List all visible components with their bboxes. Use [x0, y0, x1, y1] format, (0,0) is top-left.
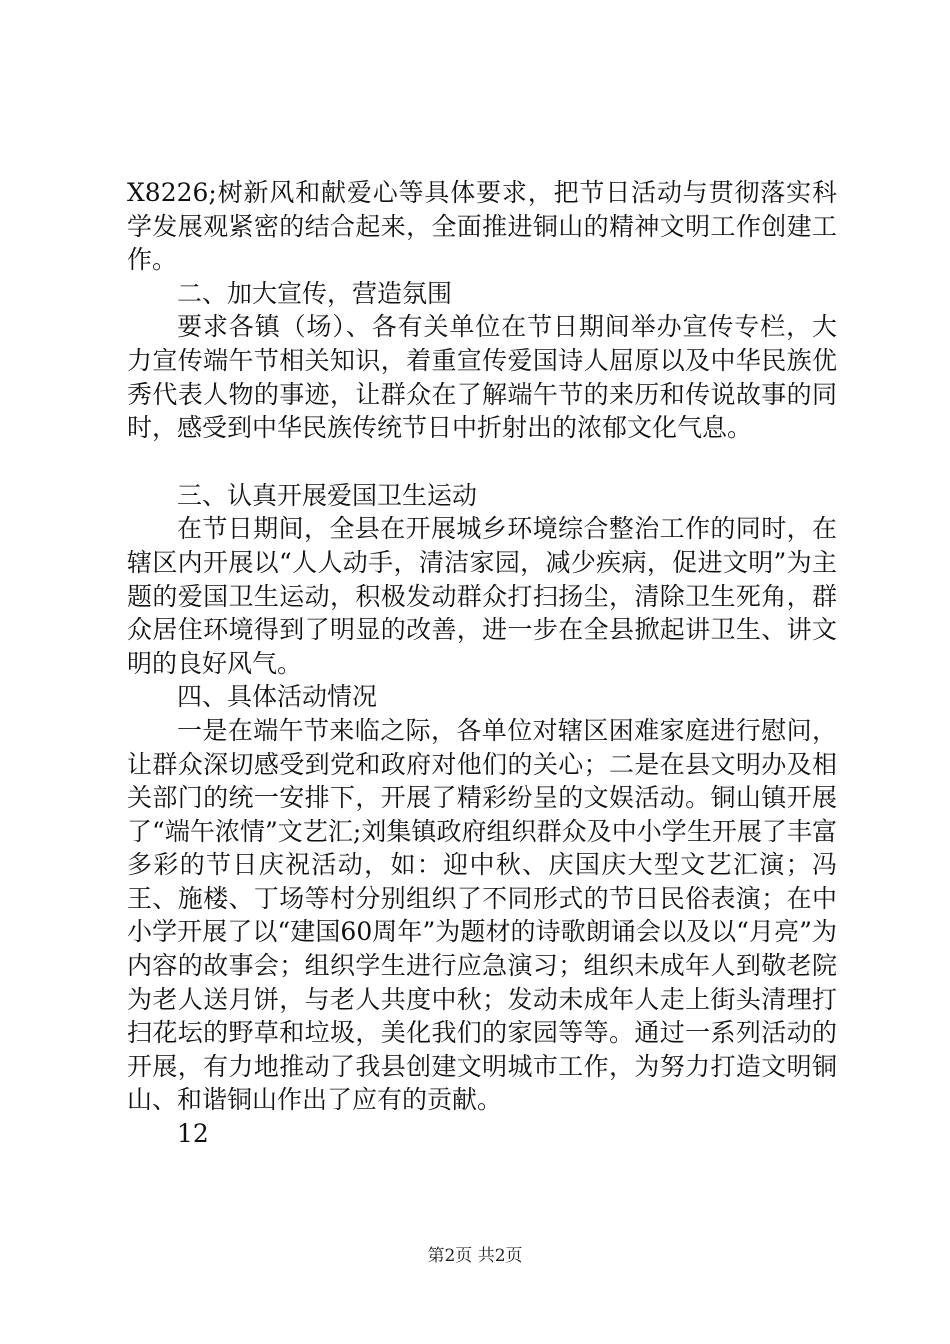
paragraph-activities: 一是在端午节来临之际，各单位对辖区困难家庭进行慰问，让群众深切感受到党和政府对他们的关心；二是在县文明办及相关部门的统一安排下，开展了精彩纷呈的文娱活动。铜山镇开展了“端午浓情”文艺汇;刘集镇政府组织群众及中小学生开展了丰富多彩的节日庆祝活动，如：迎中秋、庆国庆大型文艺汇演；冯王、施楼、丁场等村分别组织了不同形式的节日民俗表演；在中小学开展了以“建国60周年”为题材的诗歌朗诵会以及以“月亮”为内容的故事会；组织学生进行应急演习；组织未成年人到敬老院为老人送月饼，与老人共度中秋；发动未成年人走上街头清理打扫花坛的野草和垃圾，美化我们的家园等等。通过一系列活动的开展，有力地推动了我县创建文明城市工作，为努力打造文明铜山、和谐铜山作出了应有的贡献。 — [127, 715, 837, 1115]
paragraph-hygiene: 在节日期间，全县在开展城乡环境综合整治工作的同时，在辖区内开展以“人人动手，清洁家园，减少疾病，促进文明”为主题的爱国卫生运动，积极发动群众打扫扬尘，清除卫生死角，群众居住环境得到了明显的改善，进一步在全县掀起讲卫生、讲文明的良好风气。 — [127, 514, 837, 678]
section-heading-4: 四、具体活动情况 — [177, 682, 378, 712]
page-footer: 第2页 共2页 — [427, 1246, 523, 1266]
document-body — [127, 176, 837, 1151]
section-heading-3: 三、认真开展爱国卫生运动 — [177, 480, 478, 510]
section-heading-2: 二、加大宣传，营造氛围 — [177, 278, 453, 308]
paragraph-publicity: 要求各镇（场）、各有关单位在节日期间举办宣传专栏，大力宣传端午节相关知识，着重宣传爱国诗人屈原以及中华民族优秀代表人物的事迹，让群众在了解端午节的来历和传说故事的同时，感受到中华民族传统节日中折射出的浓郁文化气息。 — [127, 312, 837, 443]
paragraph-spacer — [127, 445, 837, 479]
trailing-number: 12 — [177, 1119, 209, 1149]
paragraph-continuation: X8226;树新风和献爱心等具体要求，把节日活动与贯彻落实科学发展观紧密的结合起来，全面推进铜山的精神文明工作创建工作。 — [127, 178, 837, 275]
